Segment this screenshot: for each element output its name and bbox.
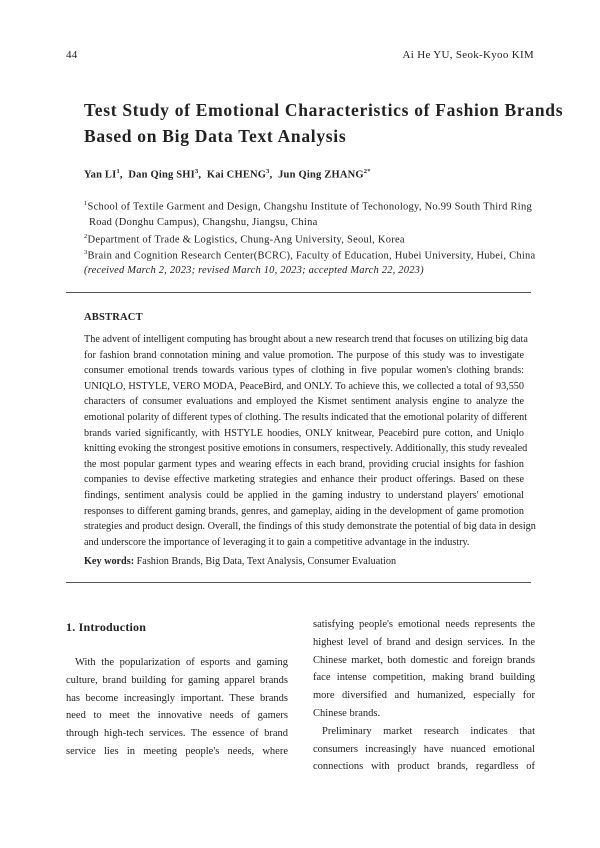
paragraph-line: culture, brand building for gaming apparel brands (66, 674, 288, 686)
keywords-text: Fashion Brands, Big Data, Text Analysis, Consumer Evaluation (134, 556, 397, 567)
author-name: Yan LI (84, 169, 117, 181)
abstract-line: and underscore the importance of leveraging it to gain a competitive advantage in the industry. (84, 536, 470, 548)
running-head: Ai He YU, Seok-Kyoo KIM (402, 49, 534, 61)
paragraph-line: Preliminary market research indicates that (322, 725, 535, 737)
keywords (84, 556, 396, 567)
author-name: Kai CHENG (206, 169, 267, 181)
paragraph-line: through high-tech services. The essence of brand (66, 728, 288, 740)
abstract-line: consumer emotional trends towards various types of clothing in five popular women's clothing brands: (84, 365, 524, 377)
paragraph-line: service lies in meeting people's needs, where (66, 745, 288, 757)
bottom-divider (66, 582, 531, 583)
paragraph-line: highest level of brand and design services. In the (313, 636, 535, 648)
abstract-line: for fashion brand connotation mining and value promotion. The purpose of this study was to investigate (84, 349, 524, 361)
paragraph-line: need to meet the innovative needs of gamers (66, 710, 288, 722)
abstract-body (84, 332, 536, 550)
affiliation-text: Brain and Cognition Research Center(BCRC), Faculty of Education, Hubei University, Hubei, China (87, 250, 536, 262)
abstract-line: the most popular garment types and wearing effects in each brand, providing crucial insights for fashion (84, 458, 524, 470)
page-number: 44 (66, 49, 78, 61)
abstract-line: emotional polarity of different types of clothing. The results indicated that the emotional polarity of different (84, 411, 528, 423)
paragraph-line: With the popularization of esports and gaming (75, 657, 288, 668)
author-superscript: 3 (266, 168, 270, 175)
abstract-line: strategies and product design. Overall, the findings of this study demonstrate the potential of big data in design (84, 521, 536, 533)
abstract-line: findings, sentiment analysis could be applied in the gaming industry to understand players' emotional (84, 489, 524, 501)
author-superscript: 2* (363, 168, 371, 175)
paragraph-line: has become increasingly important. These brands (66, 692, 288, 704)
received-dates: (received March 2, 2023; revised March 10, 2023; accepted March 22, 2023) (84, 265, 424, 276)
affiliation-superscript: 1 (84, 200, 88, 207)
author-name: Dan Qing SHI (128, 169, 195, 181)
abstract-line: knitting evoking the strongest positive emotions in consumers, respectively. Additionally, this study revealed (84, 443, 528, 455)
paragraph-line: satisfying people's emotional needs represents the (313, 619, 535, 630)
paragraph-line: face intense competition, making brand building (313, 672, 535, 684)
abstract-line: responses to different gaming brands, genres, and gameplay, aiding in the development of game promotion (84, 505, 524, 517)
affiliation-text: Road (Donghu Campus), Changshu, Jiangsu, China (89, 217, 318, 228)
paragraph-line: consumers increasingly have nuanced emotional (313, 743, 535, 755)
title-line: Test Study of Emotional Characteristics of Fashion Brands (84, 100, 564, 120)
abstract-line: The advent of intelligent computing has brought about a new research trend that focuses on utilizing big data (84, 334, 528, 345)
abstract-line: characters of consumer evaluations and employed the Kismet sentiment analysis engine to analyze the (84, 396, 524, 408)
intro-column-right (313, 616, 535, 776)
affiliation-text: School of Textile Garment and Design, Changshu Institute of Techonology, No.99 South Third Ring (87, 201, 532, 213)
abstract-line: brands varied significantly, with HSTYLE hoodies, ONLY knitwear, Peacebird pure cotton, and Uniqlo (84, 427, 524, 439)
author-superscript: 3 (194, 168, 199, 175)
intro-column-left (66, 654, 288, 761)
keywords-label: Key words: (84, 556, 135, 567)
affiliation-superscript: 2 (84, 233, 88, 240)
paragraph-line: more diversified and humanized, especially for (313, 690, 535, 702)
author-superscript: 1 (116, 168, 120, 175)
author-name: Jun Qing ZHANG (278, 169, 364, 181)
author-list: Yan $LI^1$, Dan Qing SHI$^3$, Kai CHENG$^3$, Jun Qing $ZHANG^{2*}$ (84, 168, 371, 181)
paragraph-line: Chinese brands. (313, 707, 381, 719)
title-line: Based on Big Data Text Analysis (84, 126, 347, 146)
abstract-heading: ABSTRACT (84, 312, 143, 323)
affiliation-3 (84, 249, 535, 262)
affiliation-superscript: 3 (84, 249, 88, 256)
paper-title (84, 97, 564, 149)
abstract-line: UNIQLO, HSTYLE, VERO MODA, PeaceBird, and ONLY. To achieve this, we collected a total of 93,550 (84, 380, 524, 392)
paragraph-line: Chinese market, both domestic and foreign brands (313, 654, 535, 666)
affiliation-text: Department of Trade & Logistics, Chung-Ang University, Seoul, Korea (87, 234, 405, 246)
abstract-line: companies to devise effective marketing strategies and enhance their product offerings. Based on these (84, 474, 524, 486)
affiliation-1-continued (89, 217, 318, 228)
section-heading: 1. Introduction (66, 620, 147, 634)
affiliation-2 (84, 233, 405, 246)
top-divider (66, 292, 531, 293)
paragraph-line: connections with product brands, regardless of (313, 761, 535, 773)
affiliation-1 (84, 200, 532, 213)
